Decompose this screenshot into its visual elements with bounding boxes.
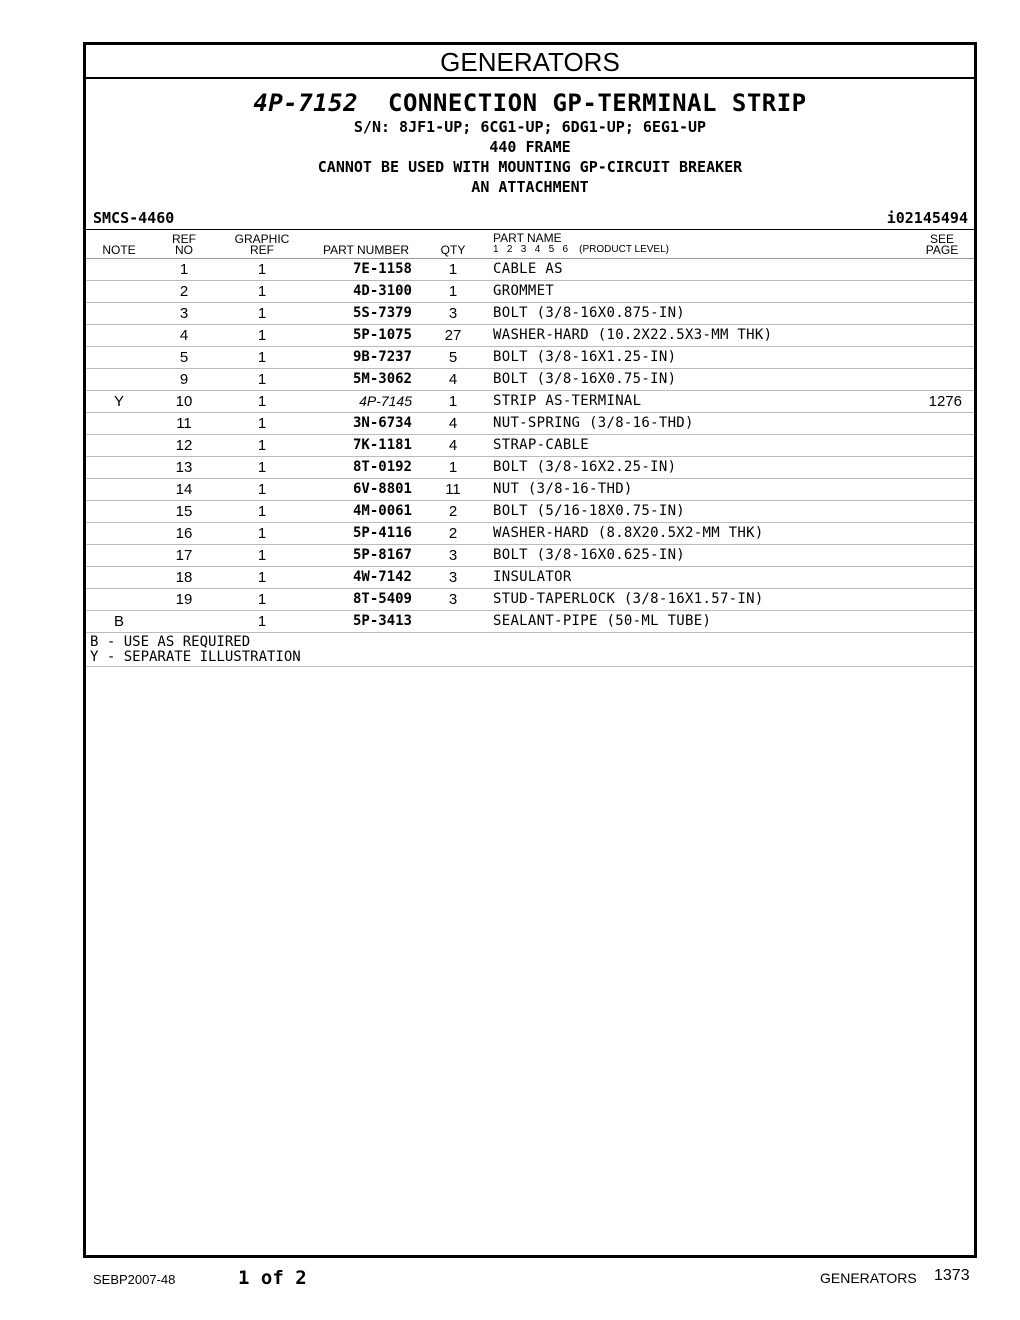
col-see-bottom: PAGE [925,243,959,257]
page-frame [83,42,977,1258]
table-row [86,523,974,545]
row-graphic-ref: 1 [257,327,267,344]
frame-size: 440 FRAME [489,138,571,156]
footer-page-of: 1 of 2 [238,1267,307,1289]
table-row [86,611,974,633]
row-see-page: 1276 [928,393,962,410]
row-qty: 27 [444,327,462,344]
row-qty: 1 [448,261,458,278]
footer-section: GENERATORS [820,1270,917,1286]
row-part-name: BOLT (3/8-16X1.25-IN) [493,349,677,365]
table-row [86,413,974,435]
row-graphic-ref: 1 [257,591,267,608]
row-part-number: 4D-3100 [352,283,412,299]
parts-table [86,259,974,633]
row-ref-no: 18 [175,569,193,586]
table-row [86,435,974,457]
row-qty: 3 [448,547,458,564]
row-part-number: 4W-7142 [352,569,412,585]
row-part-number: 5P-4116 [352,525,412,541]
row-ref-no: 1 [179,261,189,278]
row-ref-no: 11 [176,415,192,432]
row-qty: 1 [448,393,458,410]
col-note: NOTE [102,243,136,257]
row-graphic-ref: 1 [257,371,267,388]
row-ref-no: 5 [179,349,189,366]
row-part-number: 5P-8167 [352,547,412,563]
row-qty: 2 [448,503,458,520]
row-graphic-ref: 1 [257,349,267,366]
note-b: B - USE AS REQUIRED [90,634,251,650]
col-product-levels: 1 2 3 4 5 6 (PRODUCT LEVEL) [493,244,669,255]
row-part-number: 4P-7145 [359,393,412,409]
row-ref-no: 4 [179,327,189,344]
row-part-number: 7K-1181 [352,437,412,453]
row-ref-no: 13 [175,459,193,476]
row-part-name: WASHER-HARD (10.2X22.5X3-MM THK) [493,327,773,343]
row-qty: 3 [448,569,458,586]
row-part-name: GROMMET [493,283,555,299]
table-row [86,501,974,523]
row-part-name: BOLT (3/8-16X0.625-IN) [493,547,686,563]
row-part-name: NUT-SPRING (3/8-16-THD) [493,415,694,431]
row-note: B [113,613,124,630]
row-graphic-ref: 1 [257,547,267,564]
row-part-name: WASHER-HARD (8.8X20.5X2-MM THK) [493,525,764,541]
row-graphic-ref: 1 [257,261,267,278]
col-qty: QTY [440,243,466,257]
row-part-name: BOLT (5/16-18X0.75-IN) [493,503,686,519]
row-part-number: 9B-7237 [352,349,412,365]
assembly-name: CONNECTION GP-TERMINAL STRIP [388,89,807,117]
row-part-name: SEALANT-PIPE (50-ML TUBE) [493,613,712,629]
row-ref-no: 2 [179,283,189,300]
row-graphic-ref: 1 [257,415,267,432]
row-graphic-ref: 1 [257,305,267,322]
assembly-part-number: 4P-7152 [253,89,359,117]
attachment-note: AN ATTACHMENT [471,178,589,196]
row-graphic-ref: 1 [257,393,267,410]
row-ref-no: 19 [175,591,193,608]
row-part-number: 5M-3062 [352,371,412,387]
table-row [86,391,974,413]
table-row [86,259,974,281]
table-row [86,479,974,501]
page-footer [0,1262,1020,1302]
row-part-number: 4M-0061 [352,503,412,519]
row-qty: 4 [448,415,458,432]
row-part-number: 5P-1075 [352,327,412,343]
table-row [86,589,974,611]
row-qty: 3 [448,591,458,608]
row-graphic-ref: 1 [257,569,267,586]
col-part-name: PART NAME [493,231,562,245]
usage-restriction: CANNOT BE USED WITH MOUNTING GP-CIRCUIT BREAKER [317,158,743,176]
row-part-number: 8T-0192 [352,459,412,475]
row-part-name: BOLT (3/8-16X0.875-IN) [493,305,686,321]
table-row [86,347,974,369]
parts-header [86,89,974,197]
section-title: GENERATORS [86,45,974,79]
row-ref-no: 17 [175,547,193,564]
row-graphic-ref: 1 [257,481,267,498]
row-part-number: 7E-1158 [352,261,412,277]
row-qty: 1 [448,459,458,476]
row-graphic-ref: 1 [257,283,267,300]
row-part-name: STUD-TAPERLOCK (3/8-16X1.57-IN) [493,591,764,607]
col-ref-top: REF [172,232,196,246]
col-part-number: PART NUMBER [322,243,409,257]
row-part-name: NUT (3/8-16-THD) [493,481,633,497]
row-ref-no: 14 [175,481,193,498]
row-part-name: BOLT (3/8-16X0.75-IN) [493,371,677,387]
footer-doc-id: SEBP2007-48 [93,1272,176,1287]
table-row [86,325,974,347]
smcs-row [86,207,974,230]
row-note: Y [113,393,124,410]
serial-numbers: S/N: 8JF1-UP; 6CG1-UP; 6DG1-UP; 6EG1-UP [353,118,707,136]
row-qty: 5 [448,349,458,366]
column-headers [86,230,974,259]
table-row [86,281,974,303]
row-ref-no: 10 [175,393,193,410]
footer-page-number: 1373 [934,1267,970,1284]
note-y: Y - SEPARATE ILLUSTRATION [90,649,301,665]
row-part-number: 5P-3413 [352,613,412,629]
row-graphic-ref: 1 [257,503,267,520]
assembly-title [86,89,974,117]
row-qty: 4 [448,371,458,388]
smcs-code: SMCS-4460 [93,209,175,227]
col-ref-bottom: NO [175,243,193,257]
col-graphic-bottom: REF [250,243,274,257]
row-qty: 4 [448,437,458,454]
row-graphic-ref: 1 [257,459,267,476]
illustration-id: i02145494 [886,209,968,227]
row-part-number: 3N-6734 [352,415,412,431]
row-qty: 11 [445,481,461,498]
row-qty: 1 [448,283,458,300]
row-qty: 2 [448,525,458,542]
table-row [86,457,974,479]
row-qty: 3 [448,305,458,322]
row-ref-no: 3 [179,305,189,322]
row-part-number: 8T-5409 [352,591,412,607]
row-graphic-ref: 1 [257,437,267,454]
table-row [86,303,974,325]
row-part-name: STRIP AS-TERMINAL [493,393,642,409]
row-ref-no: 9 [179,371,189,388]
row-part-name: BOLT (3/8-16X2.25-IN) [493,459,677,475]
col-see-top: SEE [929,232,954,246]
table-row [86,545,974,567]
row-part-name: STRAP-CABLE [493,437,590,453]
table-row [86,369,974,391]
row-ref-no: 12 [175,437,193,454]
row-part-number: 5S-7379 [352,305,412,321]
row-part-name: CABLE AS [493,261,563,277]
row-ref-no: 16 [175,525,193,542]
row-graphic-ref: 1 [257,525,267,542]
table-row [86,567,974,589]
notes [86,633,974,667]
row-part-name: INSULATOR [493,569,572,585]
row-part-number: 6V-8801 [352,481,412,497]
row-graphic-ref: 1 [257,613,267,630]
row-ref-no: 15 [175,503,193,520]
col-graphic-top: GRAPHIC [234,232,290,246]
